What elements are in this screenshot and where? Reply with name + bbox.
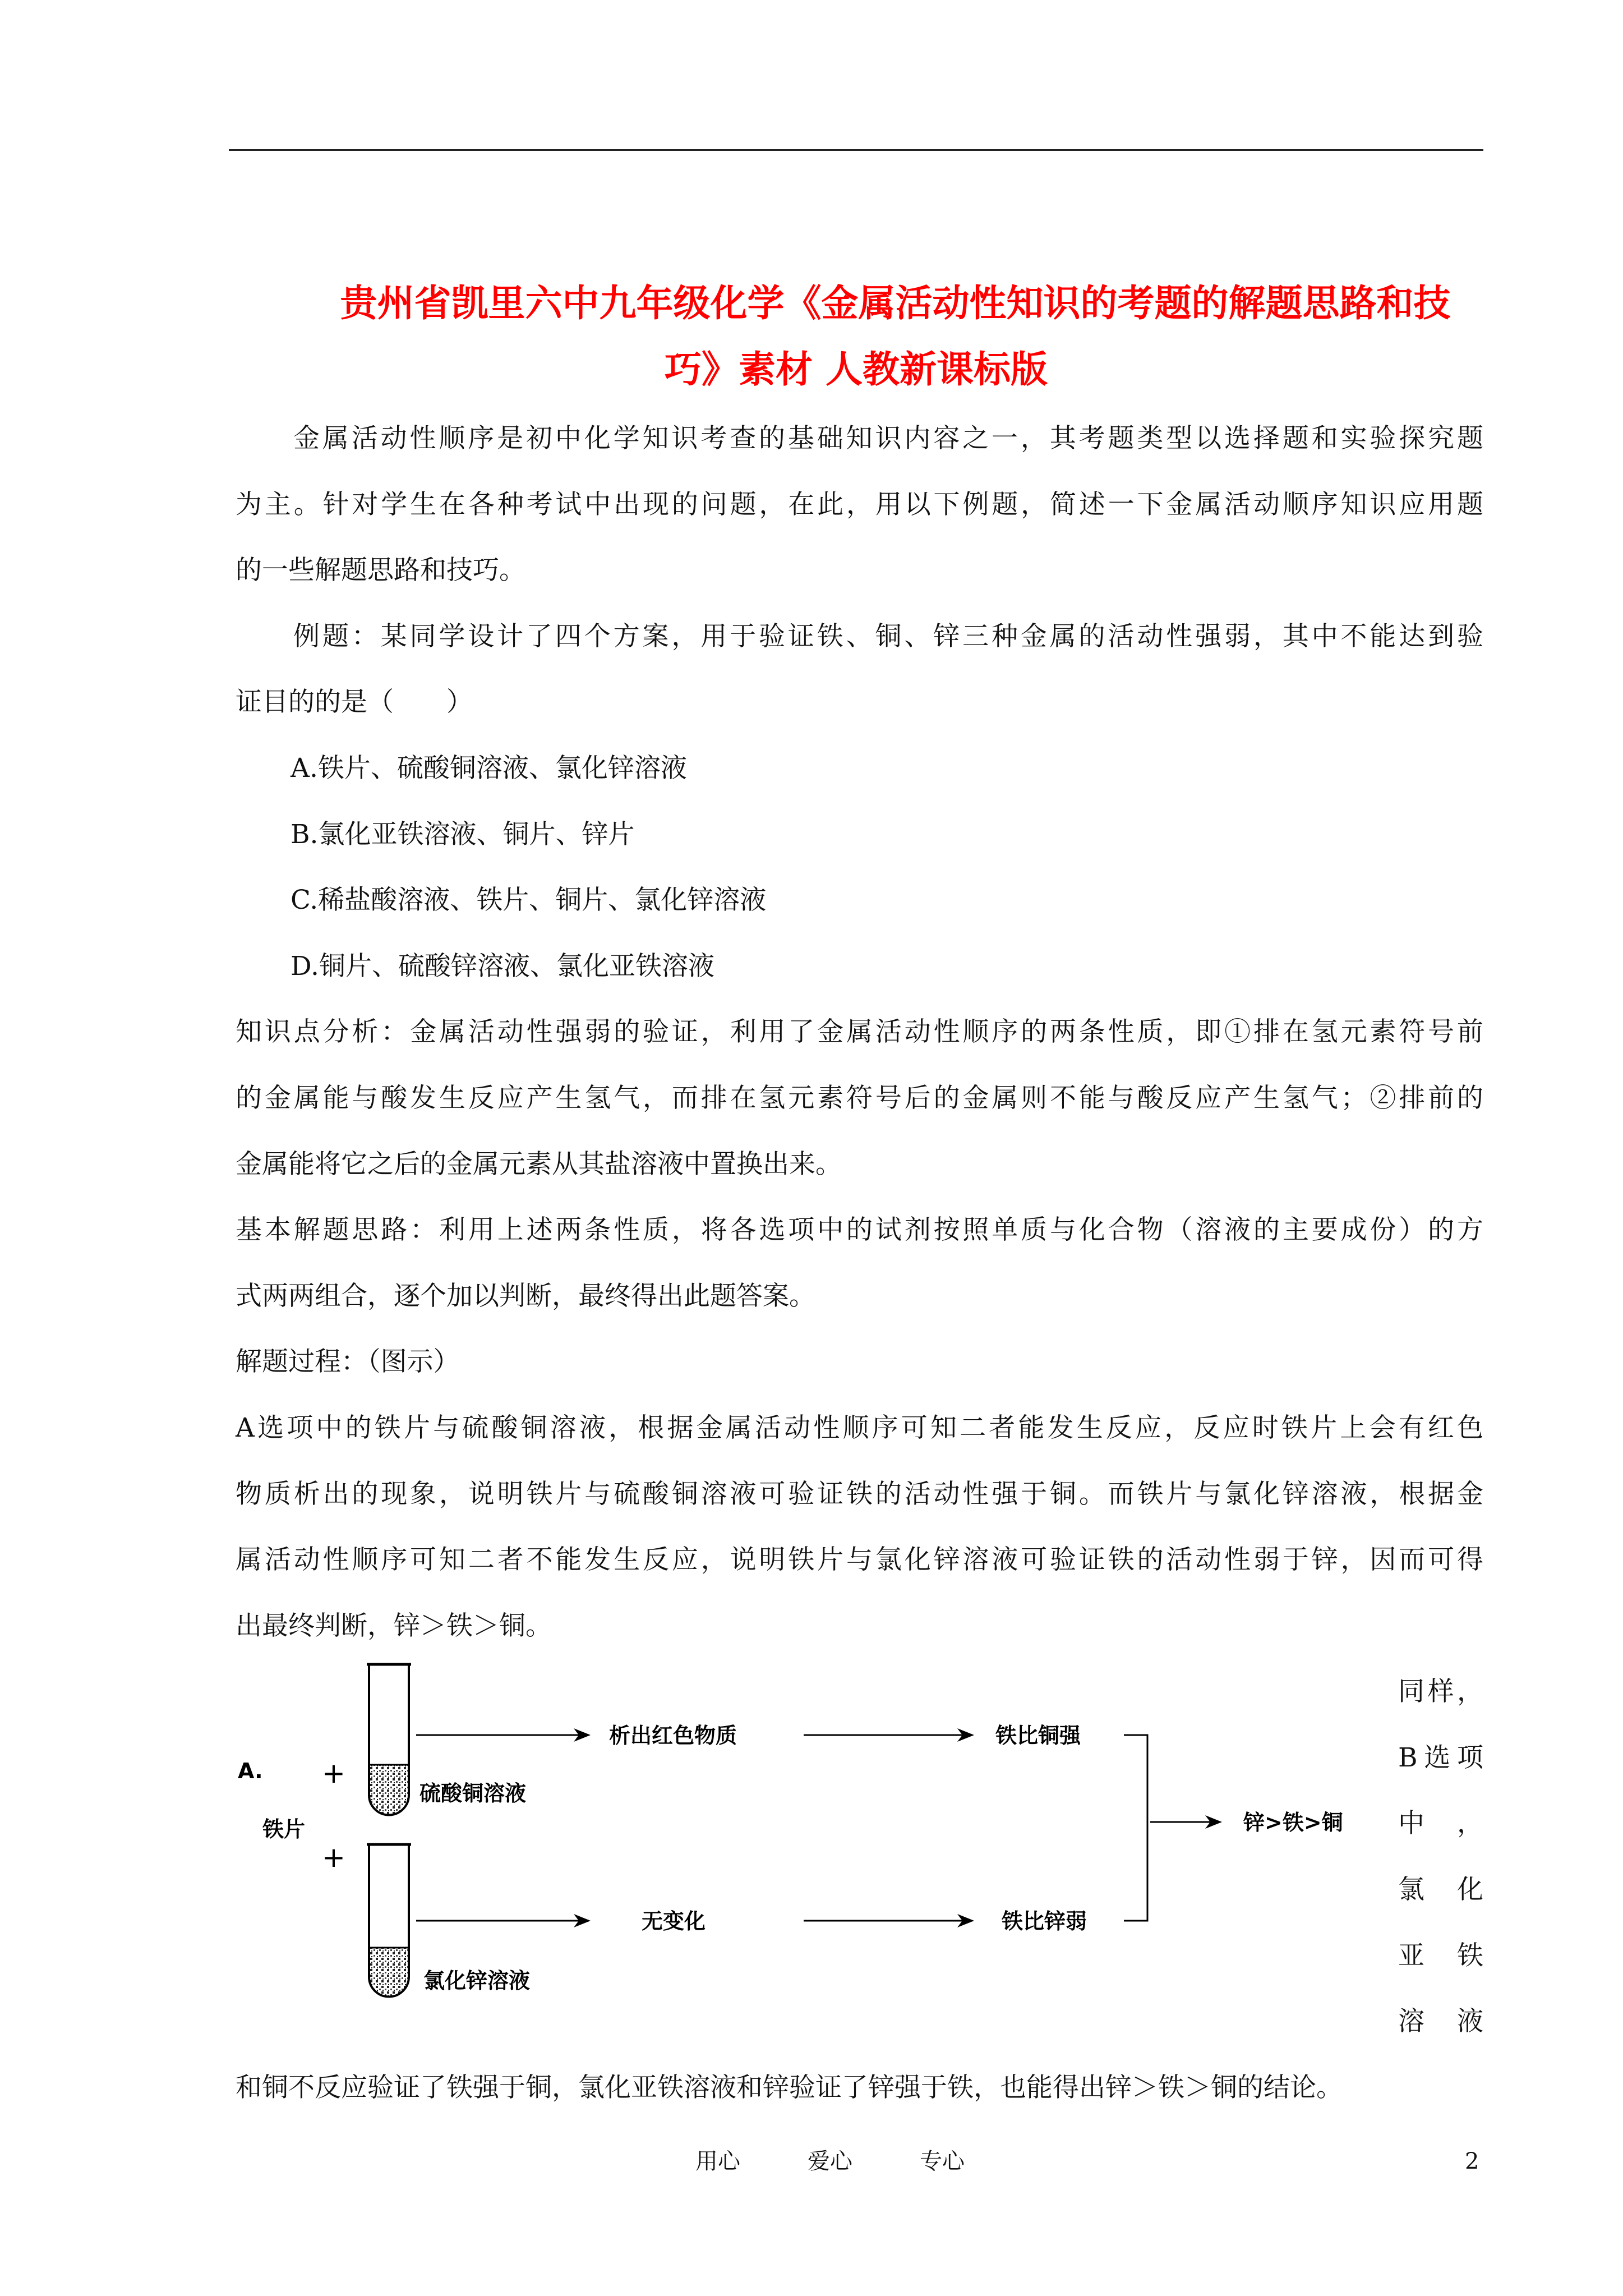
conclusion-iron-weaker-than-zinc: 铁比锌弱	[1002, 1909, 1087, 1934]
option-a: A.铁片、硫酸铜溶液、氯化锌溶液	[291, 752, 687, 784]
bracket	[1124, 1735, 1147, 1921]
side-column-line: 溶 液	[1398, 2006, 1483, 2037]
paragraph-line: 基本解题思路：利用上述两条性质，将各选项中的试剂按照单质与化合物（溶液的主要成份）的方	[236, 1214, 1483, 1246]
footer-item: 爱心	[808, 2148, 852, 2174]
plus-sign: +	[322, 1757, 345, 1789]
paragraph-line: A选项中的铁片与硫酸铜溶液，根据金属活动性顺序可知二者能发生反应，反应时铁片上会有红色	[236, 1412, 1483, 1443]
option-d: D.铜片、硫酸锌溶液、氯化亚铁溶液	[291, 950, 714, 982]
option-label-a: A.	[238, 1759, 263, 1783]
side-column-line: 中 ，	[1398, 1808, 1483, 1839]
paragraph-line: 的一些解题思路和技巧。	[236, 555, 525, 586]
side-column-line: 氯 化	[1398, 1874, 1483, 1906]
option-c: C.稀盐酸溶液、铁片、铜片、氯化锌溶液	[291, 885, 767, 916]
conclusion-iron-stronger-than-copper: 铁比铜强	[995, 1723, 1081, 1748]
paragraph-line: 知识点分析：金属活动性强弱的验证，利用了金属活动性顺序的两条性质，即①排在氢元素符号前	[236, 1016, 1483, 1048]
observation-red-substance: 析出红色物质	[609, 1723, 737, 1748]
paragraph-line: 式两两组合，逐个加以判断，最终得出此题答案。	[236, 1280, 815, 1312]
document-title-line-1: 贵州省凯里六中九年级化学《金属活动性知识的考题的解题思路和技	[340, 281, 1451, 325]
paragraph-line: 的金属能与酸发生反应产生氢气，而排在氢元素符号后的金属则不能与酸反应产生氢气；②排前的	[236, 1082, 1483, 1114]
document-title-line-2: 巧》素材 人教新课标版	[665, 347, 1048, 391]
iron-sheet-label: 铁片	[262, 1817, 306, 1842]
test-tube-1	[367, 1664, 411, 1815]
test-tube-2	[367, 1844, 411, 1996]
side-column-line: 亚 铁	[1398, 1940, 1483, 1971]
paragraph-line: 出最终判断，锌＞铁＞铜。	[236, 1610, 552, 1641]
paragraph-line: 例题：某同学设计了四个方案，用于验证铁、铜、锌三种金属的活动性强弱，其中不能达到验	[293, 620, 1483, 652]
final-order: 锌>铁>铜	[1243, 1810, 1343, 1835]
paragraph-line: 和铜不反应验证了铁强于铜，氯化亚铁溶液和锌验证了锌强于铁，也能得出锌＞铁＞铜的结论。	[236, 2072, 1343, 2103]
paragraph-line: 金属活动性顺序是初中化学知识考查的基础知识内容之一，其考题类型以选择题和实验探究题	[293, 423, 1483, 454]
zinc-chloride-label: 氯化锌溶液	[423, 1968, 531, 1993]
paragraph-line: 解题过程：（图示）	[236, 1346, 460, 1378]
paragraph-line: 金属能将它之后的金属元素从其盐溶液中置换出来。	[236, 1148, 842, 1180]
paragraph-line: 证目的的是（ ）	[236, 687, 473, 718]
page-number: 2	[1465, 2148, 1479, 2174]
side-column-line: 同样，	[1398, 1676, 1483, 1708]
footer-item: 用心	[695, 2148, 740, 2174]
option-b: B.氯化亚铁溶液、铜片、锌片	[291, 818, 635, 850]
footer-item: 专心	[920, 2148, 965, 2174]
side-column-line: B选项	[1398, 1742, 1483, 1773]
copper-sulfate-label: 硫酸铜溶液	[419, 1781, 527, 1806]
plus-sign: +	[322, 1841, 345, 1874]
observation-no-change: 无变化	[642, 1909, 706, 1934]
paragraph-line: 属活动性顺序可知二者不能发生反应，说明铁片与氯化锌溶液可验证铁的活动性弱于锌，因而可得	[236, 1544, 1483, 1576]
paragraph-line: 为主。针对学生在各种考试中出现的问题，在此，用以下例题，简述一下金属活动顺序知识应用题	[236, 489, 1483, 520]
paragraph-line: 物质析出的现象，说明铁片与硫酸铜溶液可验证铁的活动性强于铜。而铁片与氯化锌溶液，根据金	[236, 1478, 1483, 1510]
